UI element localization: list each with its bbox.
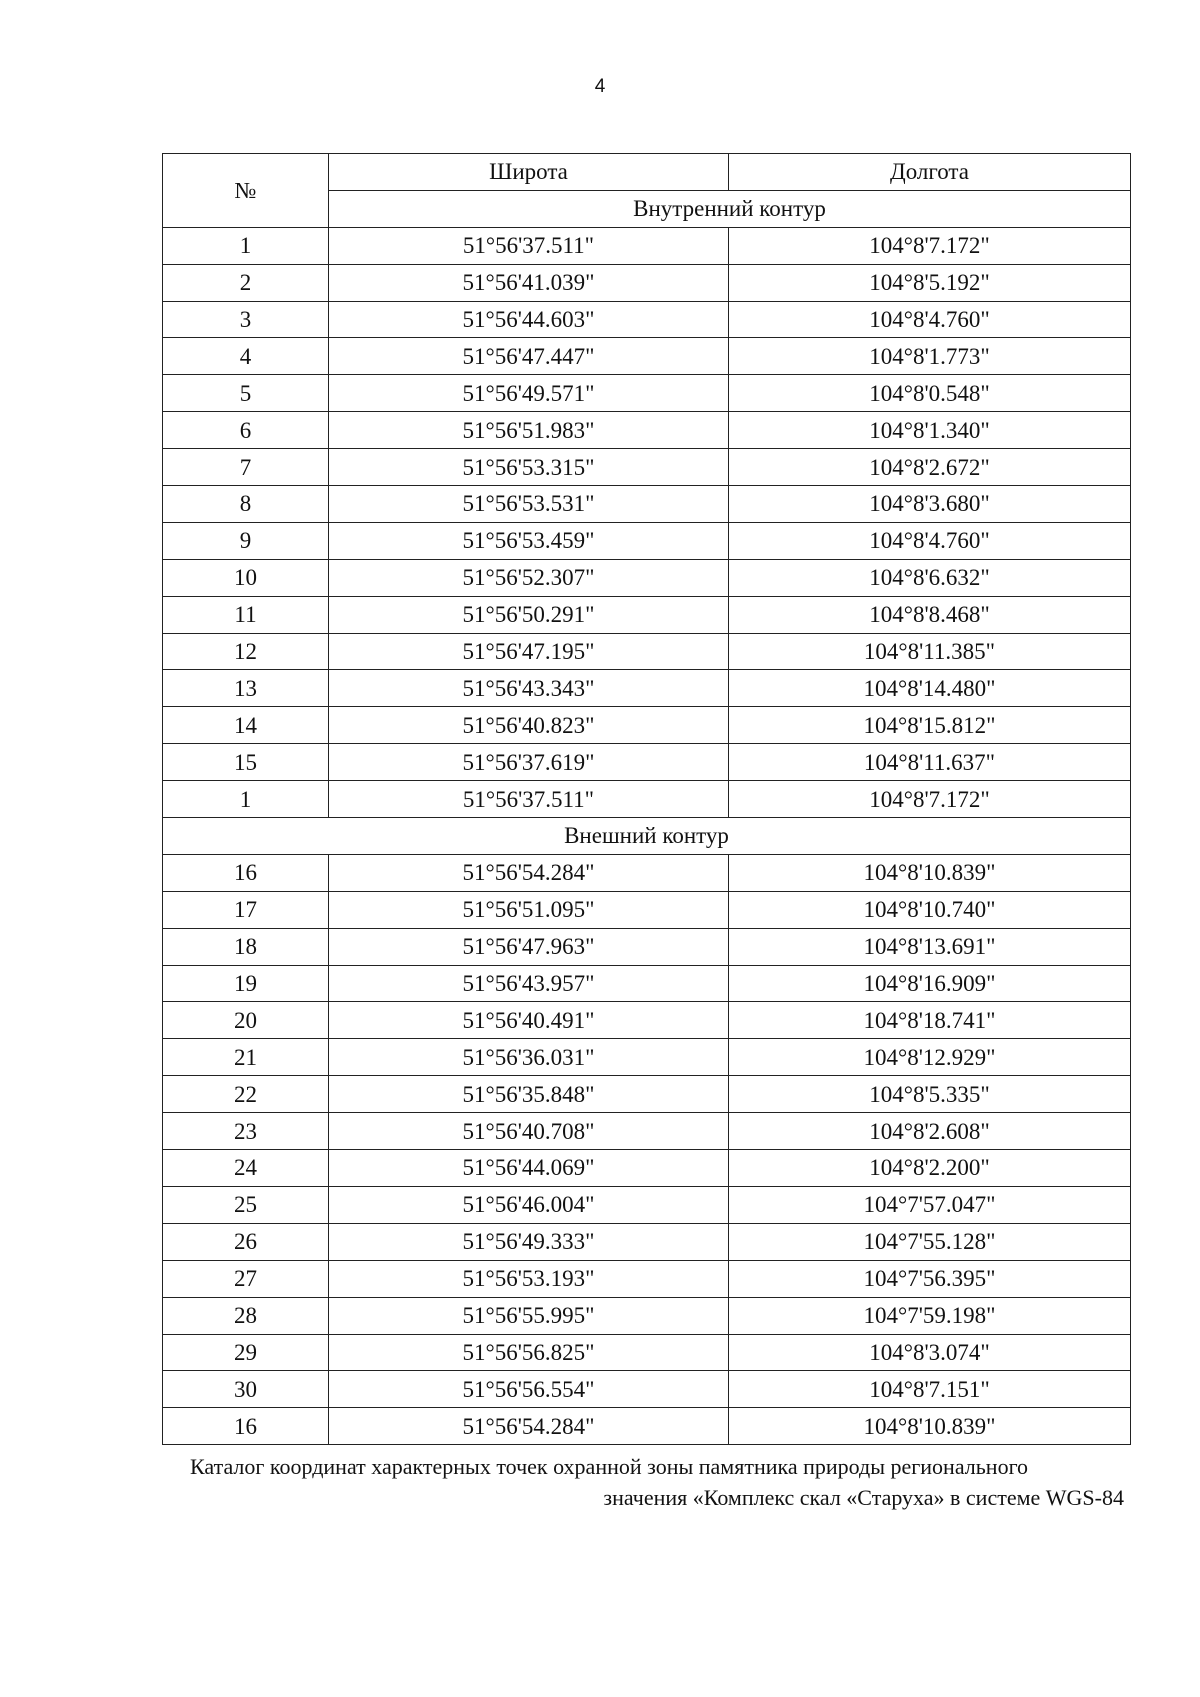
table-row — [163, 1334, 1131, 1371]
point-number-cell: 20 — [163, 1002, 329, 1039]
point-number-cell: 23 — [163, 1113, 329, 1150]
section-title-inner: Внутренний контур — [329, 190, 1131, 227]
table-row — [163, 301, 1131, 338]
table-row — [163, 264, 1131, 301]
latitude-cell: 51°56'53.193" — [329, 1260, 729, 1297]
header-longitude: Долгота — [729, 154, 1131, 191]
table-row — [163, 670, 1131, 707]
latitude-cell: 51°56'54.284" — [329, 1408, 729, 1445]
longitude-cell: 104°8'11.385" — [729, 633, 1131, 670]
point-number-cell: 5 — [163, 375, 329, 412]
latitude-cell: 51°56'56.554" — [329, 1371, 729, 1408]
longitude-cell: 104°7'55.128" — [729, 1223, 1131, 1260]
inner-contour-body — [163, 227, 1131, 817]
longitude-cell: 104°8'7.151" — [729, 1371, 1131, 1408]
longitude-cell: 104°8'14.480" — [729, 670, 1131, 707]
latitude-cell: 51°56'51.095" — [329, 891, 729, 928]
latitude-cell: 51°56'56.825" — [329, 1334, 729, 1371]
longitude-cell: 104°8'7.172" — [729, 781, 1131, 818]
latitude-cell: 51°56'46.004" — [329, 1186, 729, 1223]
point-number-cell: 16 — [163, 1408, 329, 1445]
latitude-cell: 51°56'49.571" — [329, 375, 729, 412]
section-title-outer: Внешний контур — [163, 818, 1131, 855]
table-row — [163, 1186, 1131, 1223]
longitude-cell: 104°8'16.909" — [729, 965, 1131, 1002]
longitude-cell: 104°8'5.192" — [729, 264, 1131, 301]
latitude-cell: 51°56'40.708" — [329, 1113, 729, 1150]
longitude-cell: 104°8'10.740" — [729, 891, 1131, 928]
point-number-cell: 14 — [163, 707, 329, 744]
table-row — [163, 486, 1131, 523]
latitude-cell: 51°56'41.039" — [329, 264, 729, 301]
latitude-cell: 51°56'52.307" — [329, 559, 729, 596]
longitude-cell: 104°8'4.760" — [729, 301, 1131, 338]
latitude-cell: 51°56'55.995" — [329, 1297, 729, 1334]
latitude-cell: 51°56'53.459" — [329, 522, 729, 559]
latitude-cell: 51°56'54.284" — [329, 854, 729, 891]
point-number-cell: 17 — [163, 891, 329, 928]
longitude-cell: 104°8'6.632" — [729, 559, 1131, 596]
table-row — [163, 744, 1131, 781]
latitude-cell: 51°56'47.963" — [329, 928, 729, 965]
longitude-cell: 104°8'2.672" — [729, 449, 1131, 486]
point-number-cell: 29 — [163, 1334, 329, 1371]
table-row — [163, 1150, 1131, 1187]
caption-line-1: Каталог координат характерных точек охранной зоны памятника природы регионального — [190, 1454, 1029, 1479]
latitude-cell: 51°56'37.511" — [329, 781, 729, 818]
latitude-cell: 51°56'47.447" — [329, 338, 729, 375]
point-number-cell: 19 — [163, 965, 329, 1002]
outer-contour-body — [163, 854, 1131, 1444]
table-row — [163, 707, 1131, 744]
table-row — [163, 1113, 1131, 1150]
longitude-cell: 104°8'3.680" — [729, 486, 1131, 523]
table-row — [163, 1297, 1131, 1334]
table-row — [163, 891, 1131, 928]
table-header-row — [163, 154, 1131, 191]
table-caption — [130, 1451, 1124, 1513]
header-latitude: Широта — [329, 154, 729, 191]
point-number-cell: 3 — [163, 301, 329, 338]
outer-contour-head — [163, 818, 1131, 855]
point-number-cell: 26 — [163, 1223, 329, 1260]
point-number-cell: 15 — [163, 744, 329, 781]
latitude-cell: 51°56'43.957" — [329, 965, 729, 1002]
longitude-cell: 104°8'1.773" — [729, 338, 1131, 375]
section-row-outer — [163, 818, 1131, 855]
page-number: 4 — [594, 76, 606, 97]
latitude-cell: 51°56'35.848" — [329, 1076, 729, 1113]
latitude-cell: 51°56'37.619" — [329, 744, 729, 781]
longitude-cell: 104°8'12.929" — [729, 1039, 1131, 1076]
table-row — [163, 338, 1131, 375]
point-number-cell: 9 — [163, 522, 329, 559]
table-row — [163, 1260, 1131, 1297]
longitude-cell: 104°8'10.839" — [729, 854, 1131, 891]
table-row — [163, 559, 1131, 596]
point-number-cell: 8 — [163, 486, 329, 523]
table-row — [163, 928, 1131, 965]
point-number-cell: 2 — [163, 264, 329, 301]
longitude-cell: 104°7'59.198" — [729, 1297, 1131, 1334]
table-row — [163, 1408, 1131, 1445]
table-row — [163, 449, 1131, 486]
table-row — [163, 781, 1131, 818]
table-row — [163, 965, 1131, 1002]
latitude-cell: 51°56'51.983" — [329, 412, 729, 449]
table-row — [163, 1371, 1131, 1408]
longitude-cell: 104°8'5.335" — [729, 1076, 1131, 1113]
longitude-cell: 104°7'57.047" — [729, 1186, 1131, 1223]
longitude-cell: 104°8'11.637" — [729, 744, 1131, 781]
longitude-cell: 104°8'18.741" — [729, 1002, 1131, 1039]
longitude-cell: 104°8'15.812" — [729, 707, 1131, 744]
point-number-cell: 4 — [163, 338, 329, 375]
latitude-cell: 51°56'50.291" — [329, 596, 729, 633]
latitude-cell: 51°56'36.031" — [329, 1039, 729, 1076]
point-number-cell: 30 — [163, 1371, 329, 1408]
longitude-cell: 104°8'13.691" — [729, 928, 1131, 965]
latitude-cell: 51°56'37.511" — [329, 227, 729, 264]
longitude-cell: 104°8'8.468" — [729, 596, 1131, 633]
table-row — [163, 1002, 1131, 1039]
latitude-cell: 51°56'53.315" — [329, 449, 729, 486]
coordinates-table — [162, 153, 1131, 1445]
table-row — [163, 854, 1131, 891]
point-number-cell: 1 — [163, 227, 329, 264]
table-row — [163, 1223, 1131, 1260]
longitude-cell: 104°8'2.608" — [729, 1113, 1131, 1150]
table-row — [163, 1076, 1131, 1113]
longitude-cell: 104°8'0.548" — [729, 375, 1131, 412]
point-number-cell: 24 — [163, 1150, 329, 1187]
longitude-cell: 104°8'1.340" — [729, 412, 1131, 449]
longitude-cell: 104°8'2.200" — [729, 1150, 1131, 1187]
longitude-cell: 104°7'56.395" — [729, 1260, 1131, 1297]
latitude-cell: 51°56'47.195" — [329, 633, 729, 670]
longitude-cell: 104°8'3.074" — [729, 1334, 1131, 1371]
latitude-cell: 51°56'40.491" — [329, 1002, 729, 1039]
point-number-cell: 11 — [163, 596, 329, 633]
table-row — [163, 227, 1131, 264]
point-number-cell: 22 — [163, 1076, 329, 1113]
latitude-cell: 51°56'43.343" — [329, 670, 729, 707]
point-number-cell: 16 — [163, 854, 329, 891]
latitude-cell: 51°56'53.531" — [329, 486, 729, 523]
table-row — [163, 375, 1131, 412]
table-row — [163, 522, 1131, 559]
point-number-cell: 27 — [163, 1260, 329, 1297]
point-number-cell: 12 — [163, 633, 329, 670]
table-row — [163, 596, 1131, 633]
point-number-cell: 10 — [163, 559, 329, 596]
point-number-cell: 13 — [163, 670, 329, 707]
latitude-cell: 51°56'49.333" — [329, 1223, 729, 1260]
table-row — [163, 633, 1131, 670]
longitude-cell: 104°8'7.172" — [729, 227, 1131, 264]
point-number-cell: 7 — [163, 449, 329, 486]
longitude-cell: 104°8'10.839" — [729, 1408, 1131, 1445]
header-number: № — [163, 154, 329, 228]
longitude-cell: 104°8'4.760" — [729, 522, 1131, 559]
point-number-cell: 25 — [163, 1186, 329, 1223]
point-number-cell: 21 — [163, 1039, 329, 1076]
latitude-cell: 51°56'40.823" — [329, 707, 729, 744]
point-number-cell: 6 — [163, 412, 329, 449]
table-row — [163, 412, 1131, 449]
caption-line-2: значения «Комплекс скал «Старуха» в системе WGS-84 — [603, 1485, 1124, 1510]
point-number-cell: 1 — [163, 781, 329, 818]
point-number-cell: 18 — [163, 928, 329, 965]
table-row — [163, 1039, 1131, 1076]
latitude-cell: 51°56'44.069" — [329, 1150, 729, 1187]
point-number-cell: 28 — [163, 1297, 329, 1334]
latitude-cell: 51°56'44.603" — [329, 301, 729, 338]
